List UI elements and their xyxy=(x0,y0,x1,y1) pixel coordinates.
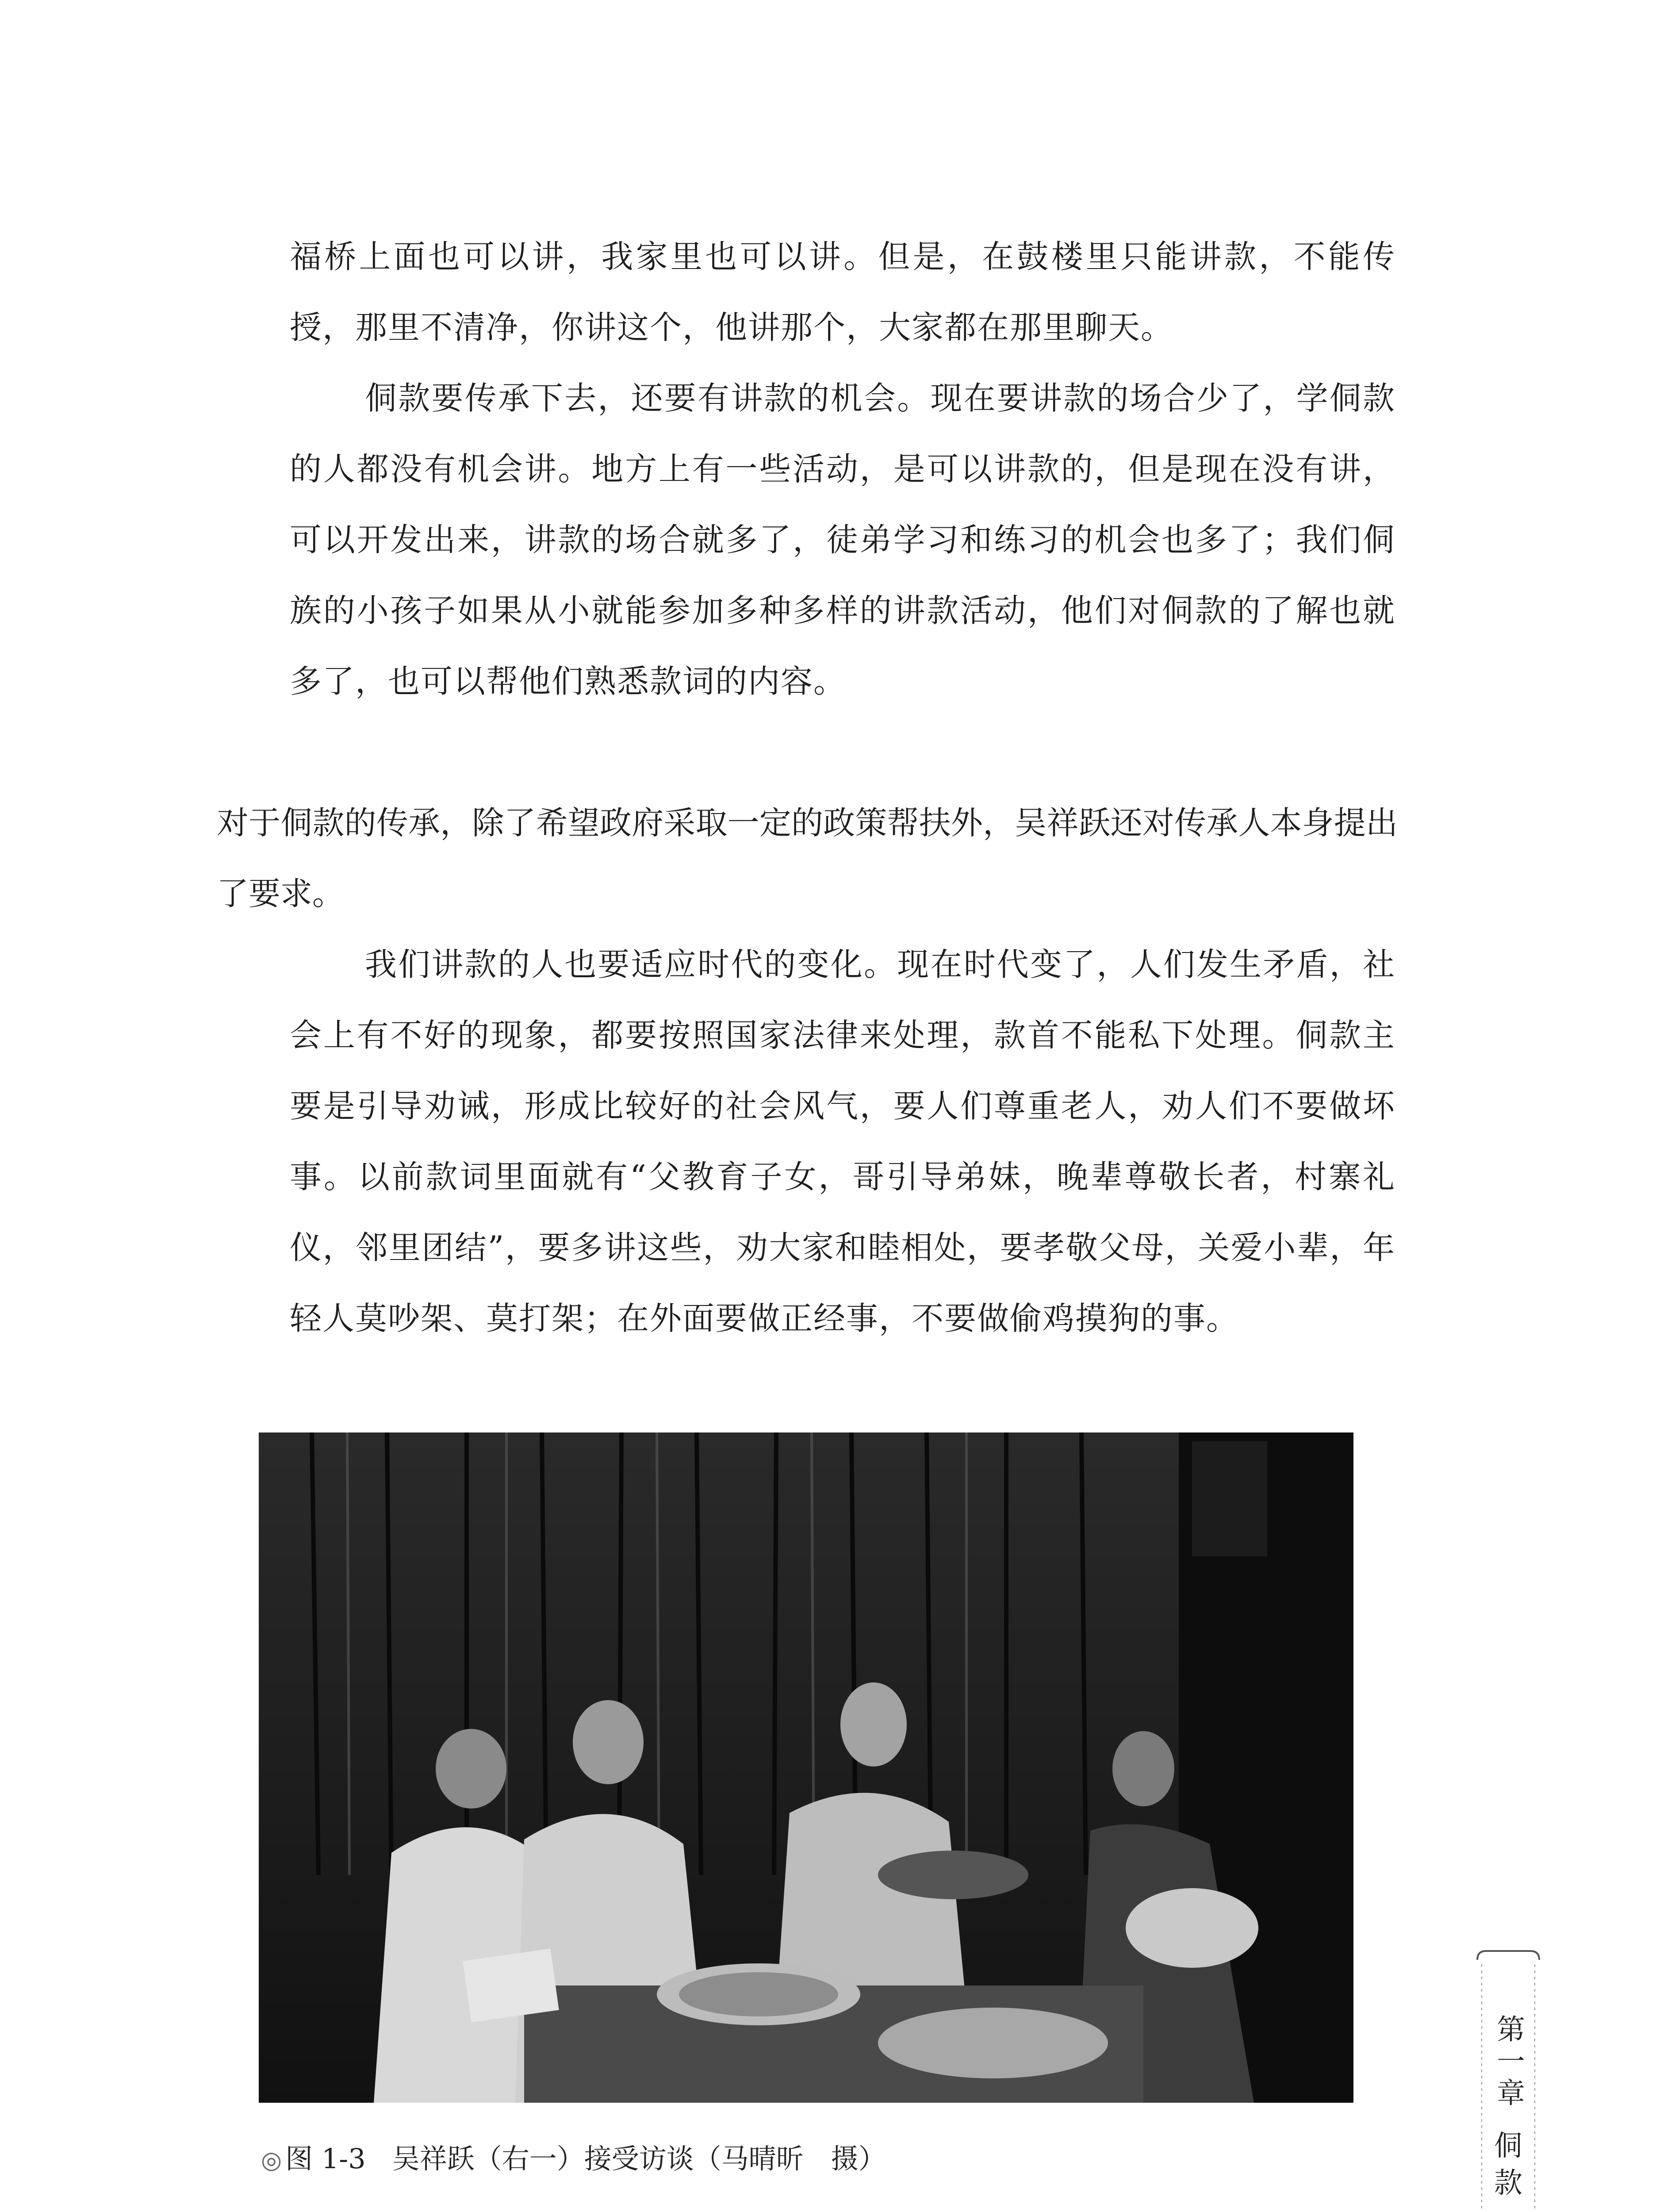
quote-paragraph-1: 福桥上面也可以讲，我家里也可以讲。但是，在鼓楼里只能讲款，不能传授，那里不清净，你讲这个，他讲那个，大家都在那里聊天。 xyxy=(290,238,1395,346)
chapter-tab-text xyxy=(1473,1947,1544,2212)
figure-caption xyxy=(261,2141,886,2178)
narrative-paragraph: 对于侗款的传承，除了希望政府采取一定的政策帮扶外，吴祥跃还对传承人本身提出了要求。 xyxy=(217,804,1398,912)
quote-paragraph-2: 侗款要传承下去，还要有讲款的机会。现在要讲款的场合少了，学侗款的人都没有机会讲。地方上有一些活动，是可以讲款的，但是现在没有讲，可以开发出来，讲款的场合就多了，徒弟学习和练习的机会也多了；我们侗族的小孩子如果从小就能参加多种多样的讲款活动，他们对侗款的了解也就多了，也可以帮他们熟悉款词的内容。 xyxy=(290,380,1395,700)
chapter-label: 第一章 xyxy=(1492,2014,1525,2110)
figure-number: 图 1-3 xyxy=(285,2143,366,2175)
chapter-tab xyxy=(1473,1947,1544,2212)
interview-photo xyxy=(259,1432,1353,2103)
chapter-title-char-2: 款 xyxy=(1494,2167,1522,2200)
chapter-title-char-1: 侗 xyxy=(1494,2130,1522,2162)
quote-paragraph-3: 我们讲款的人也要适应时代的变化。现在时代变了，人们发生矛盾，社会上有不好的现象，都要按照国家法律来处理，款首不能私下处理。侗款主要是引导劝诫，形成比较好的社会风气，要人们尊重老人，劝人们不要做坏事。以前款词里面就有“父教育子女，哥引导弟妹，晚辈尊敬长者，村寨礼仪，邻里团结”，要多讲这些，劝大家和睦相处，要孝敬父母，关爱小辈，年轻人莫吵架、莫打架；在外面要做正经事，不要做偷鸡摸狗的事。 xyxy=(290,946,1395,1337)
fan-ornament-icon: ◎ xyxy=(261,2146,282,2174)
figure-caption-text: 吴祥跃（右一）接受访谈（马晴昕 摄） xyxy=(392,2143,886,2175)
interview-photo-illustration xyxy=(259,1432,1353,2103)
